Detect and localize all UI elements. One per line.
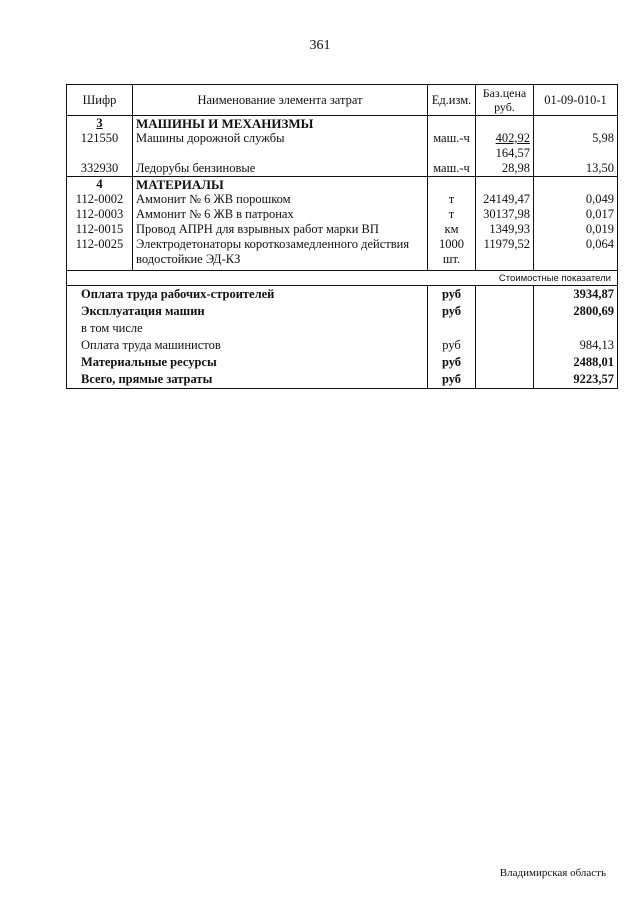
item-unit: маш.-ч [428,131,476,161]
cost-header-row [67,271,618,286]
item-price: 28,98 [476,161,534,177]
table-row [67,222,618,237]
summary-value [534,320,618,337]
item-unit: км [428,222,476,237]
item-qty: 0,049 [534,192,618,207]
section-title: МАТЕРИАЛЫ [133,177,428,193]
item-name: Аммонит № 6 ЖВ порошком [133,192,428,207]
header-unit: Ед.изм. [428,85,476,116]
item-code: 112-0002 [67,192,133,207]
header-name: Наименование элемента затрат [133,85,428,116]
summary-row [67,303,618,320]
summary-label: в том числе [67,320,428,337]
summary-unit: руб [428,303,476,320]
section-number: 4 [67,177,133,193]
section-row [67,177,618,193]
item-price: 1349,93 [476,222,534,237]
summary-value: 9223,57 [534,371,618,389]
item-price-secondary: 164,57 [495,146,530,160]
summary-unit [428,320,476,337]
item-name: Аммонит № 6 ЖВ в патронах [133,207,428,222]
header-code: Шифр [67,85,133,116]
item-qty: 5,98 [534,131,618,161]
summary-value: 984,13 [534,337,618,354]
item-price: 402,92 [495,131,530,145]
section-title: МАШИНЫ И МЕХАНИЗМЫ [133,116,428,132]
item-qty: 0,064 [534,237,618,267]
section-row [67,116,618,132]
summary-row [67,337,618,354]
item-name: Провод АПРН для взрывных работ марки ВП [133,222,428,237]
summary-unit: руб [428,337,476,354]
item-name: Ледорубы бензиновые [133,161,428,177]
item-qty: 13,50 [534,161,618,177]
summary-unit: руб [428,371,476,389]
summary-label: Всего, прямые затраты [67,371,428,389]
section-number: 3 [67,116,133,132]
item-price: 30137,98 [476,207,534,222]
item-price: 11979,52 [476,237,534,267]
summary-row [67,286,618,304]
item-code: 112-0003 [67,207,133,222]
summary-row [67,320,618,337]
summary-value: 2800,69 [534,303,618,320]
item-unit: т [428,192,476,207]
item-unit-line1: 1000 [439,237,464,251]
summary-label: Эксплуатация машин [67,303,428,320]
cost-header: Стоимостные показатели [67,271,618,286]
table-row [67,131,618,161]
table-row [67,161,618,177]
item-name: Машины дорожной службы [133,131,428,161]
resource-table [66,84,618,389]
item-code: 332930 [67,161,133,177]
footer-region: Владимирская область [499,867,606,879]
item-unit: т [428,207,476,222]
item-code: 112-0025 [67,237,133,267]
item-name-line2: водостойкие ЭД-КЗ [136,252,241,266]
header-price-line2: руб. [494,100,515,114]
item-code: 112-0015 [67,222,133,237]
header-price [476,85,534,116]
table-row [67,192,618,207]
summary-label: Материальные ресурсы [67,354,428,371]
table-row [67,207,618,222]
item-unit: маш.-ч [428,161,476,177]
item-price: 24149,47 [476,192,534,207]
item-unit-line2: шт. [442,252,461,266]
summary-value: 3934,87 [534,286,618,304]
header-rate-code: 01-09-010-1 [534,85,618,116]
item-name-line1: Электродетонаторы короткозамедленного действия [136,237,410,251]
item-code: 121550 [67,131,133,161]
summary-value: 2488,01 [534,354,618,371]
summary-unit: руб [428,286,476,304]
page-number: 361 [309,38,331,53]
summary-label: Оплата труда машинистов [67,337,428,354]
summary-unit: руб [428,354,476,371]
header-price-line1: Баз.цена [482,86,527,100]
table-row [67,237,618,267]
summary-label: Оплата труда рабочих-строителей [67,286,428,304]
summary-row [67,371,618,389]
item-qty: 0,019 [534,222,618,237]
item-qty: 0,017 [534,207,618,222]
table-header-row [67,85,618,116]
summary-row [67,354,618,371]
